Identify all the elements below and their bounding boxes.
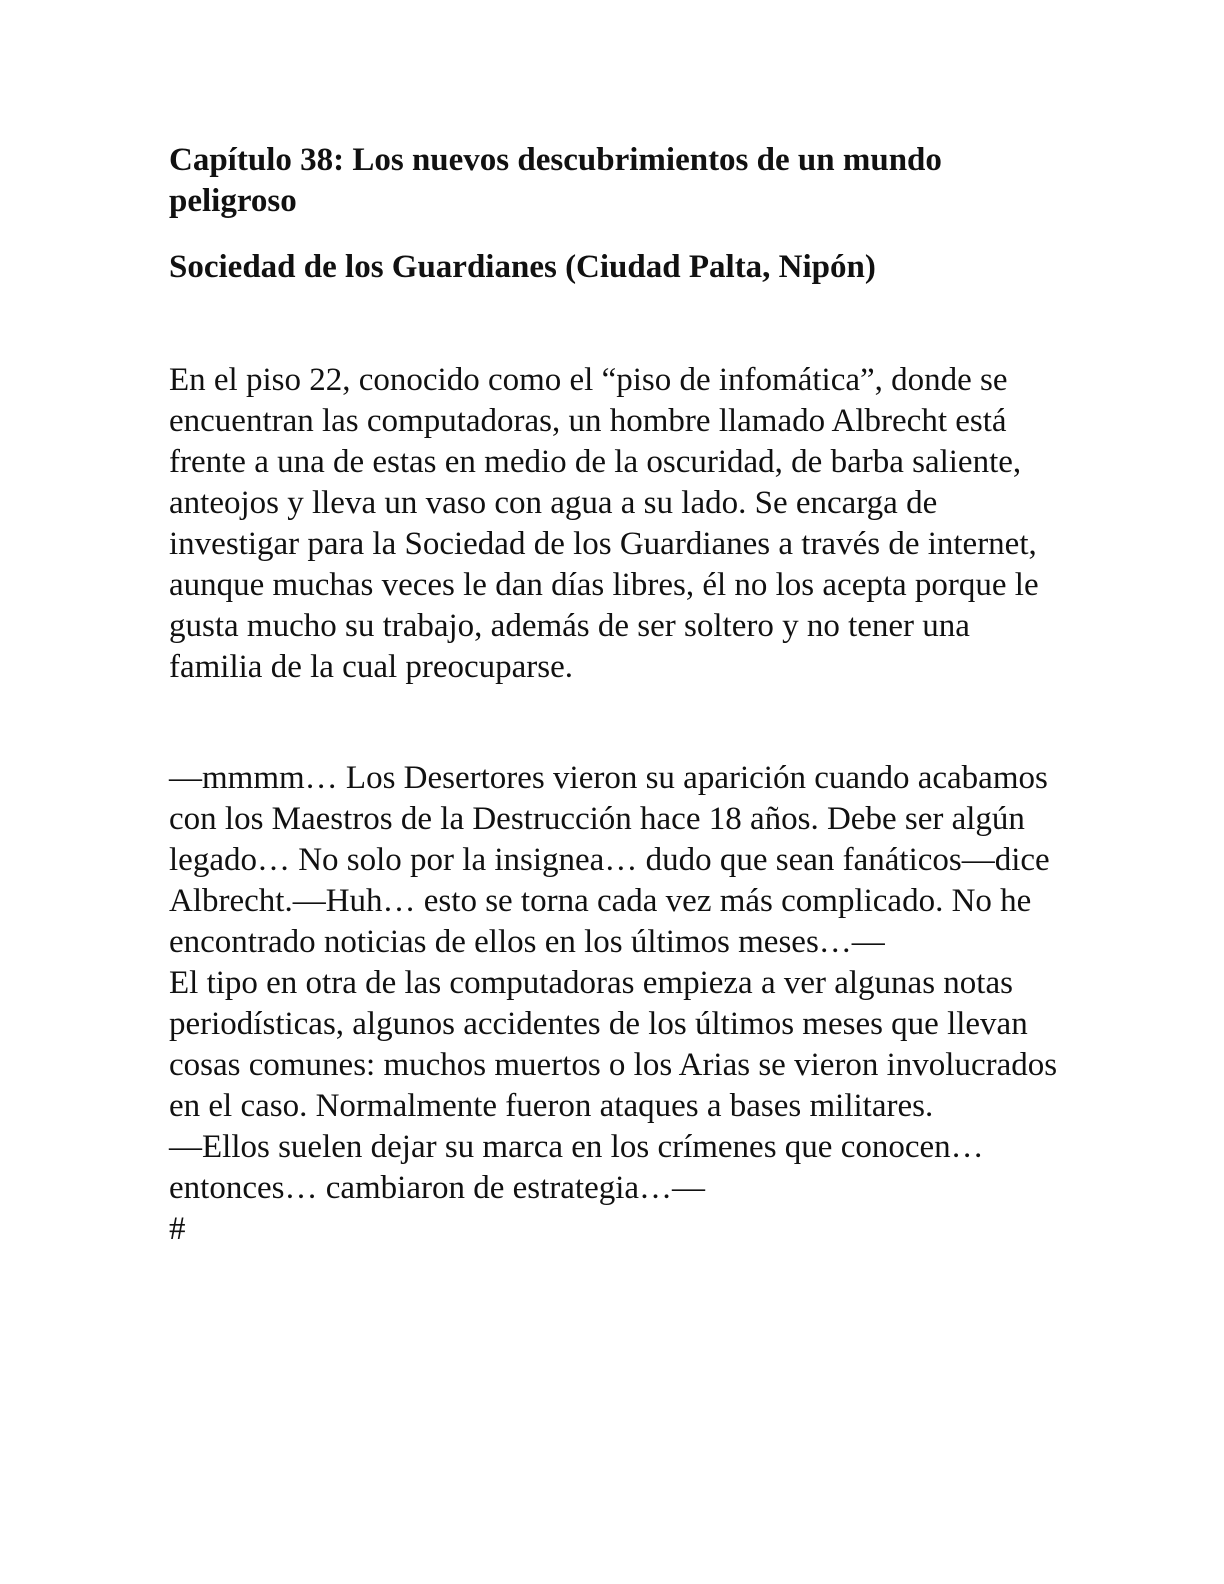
paragraph-dialogue-strategy: —Ellos suelen dejar su marca en los crímenes que conocen… entonces… cambiaron de estrategia…— xyxy=(169,1129,984,1206)
scene-break-marker: # xyxy=(169,1211,186,1247)
paragraph-intro: En el piso 22, conocido como el “piso de infomática”, donde se encuentran las computadoras, un hombre llamado Albrecht está frente a una de estas en medio de la oscuridad, de barba saliente, anteojos y lleva un vaso con agua a su lado. Se encarga de investigar para la Sociedad de los Guardianes a través de internet, aunque muchas veces le dan días libres, él no los acepta porque le gusta mucho su trabajo, además de ser soltero y no tener una familia de la cual preocuparse. xyxy=(169,362,1039,685)
chapter-title: Capítulo 38: Los nuevos descubrimientos de un mundo peligroso xyxy=(169,142,942,219)
document-body xyxy=(169,140,1059,1250)
scene-location-heading: Sociedad de los Guardianes (Ciudad Palta, Nipón) xyxy=(169,249,876,285)
paragraph-dialogue-albrecht: —mmmm… Los Desertores vieron su aparición cuando acabamos con los Maestros de la Destrucción hace 18 años. Debe ser algún legado… No solo por la insignea… dudo que sean fanáticos—dice Albrecht.—Huh… esto se torna cada vez más complicado. No he encontrado noticias de ellos en los últimos meses…— xyxy=(169,760,1050,960)
paragraph-news-notes: El tipo en otra de las computadoras empieza a ver algunas notas periodísticas, algunos accidentes de los últimos meses que llevan cosas comunes: muchos muertos o los Arias se vieron involucrados en el caso. Normalmente fueron ataques a bases militares. xyxy=(169,965,1058,1124)
